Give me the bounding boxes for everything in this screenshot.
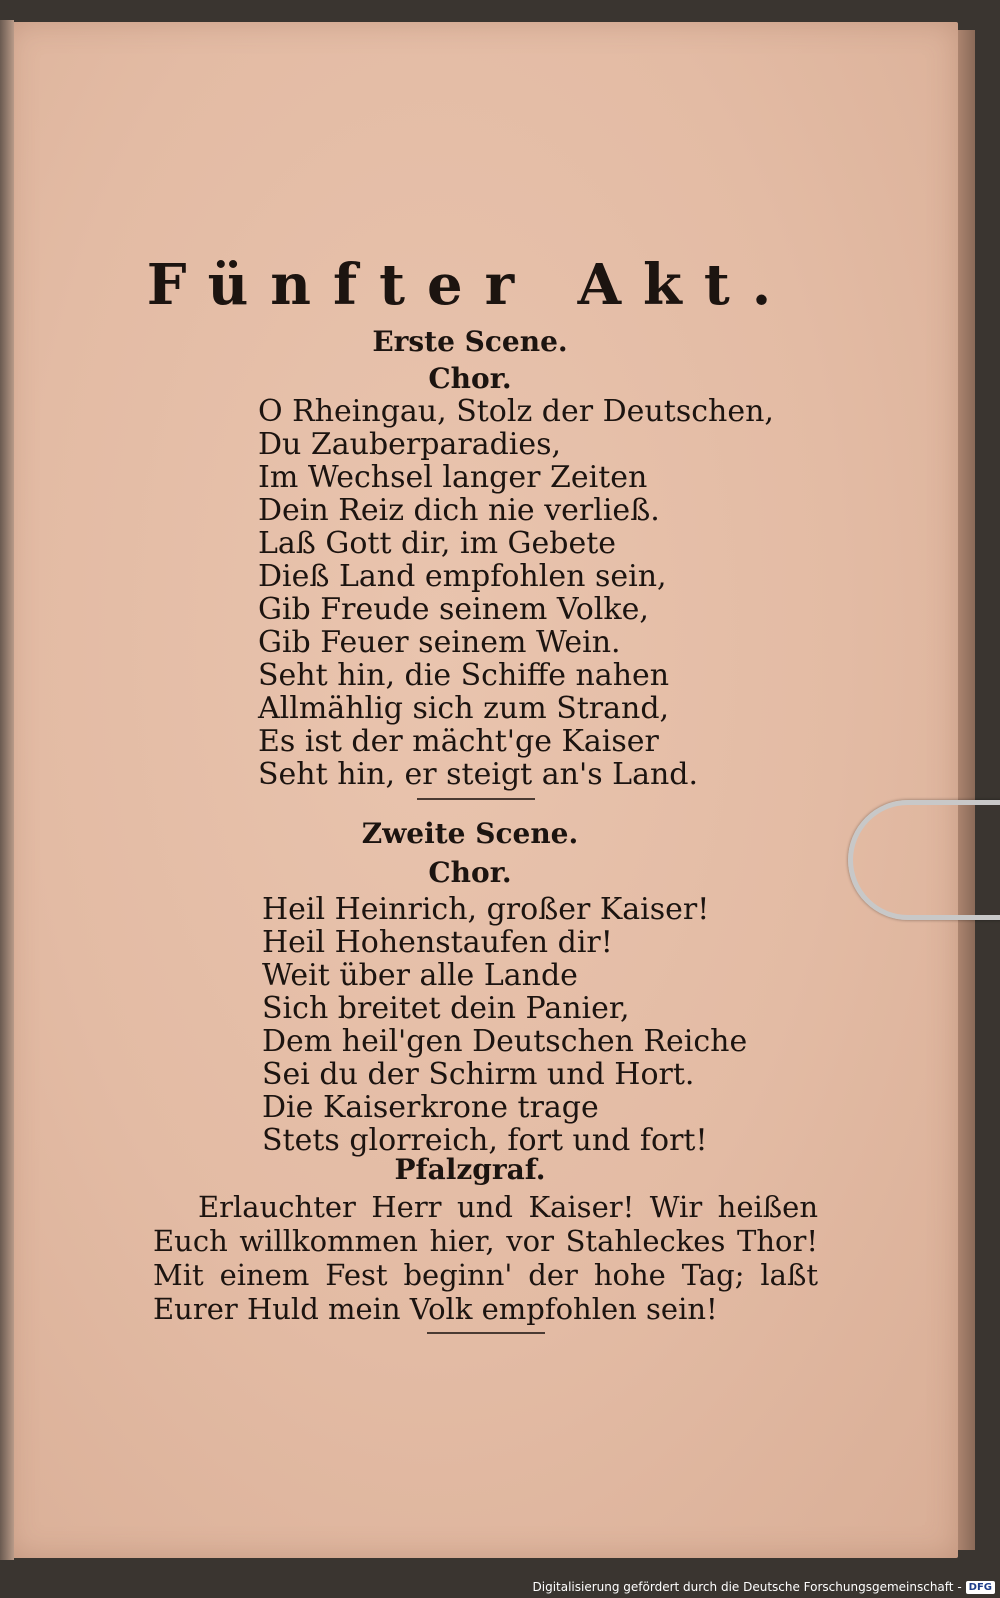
section-divider (427, 1332, 545, 1334)
scene-1-speaker: Chor. (428, 362, 512, 395)
verse-line: Gib Feuer seinem Wein. (258, 625, 621, 660)
verse-line: Dein Reiz dich nie verließ. (258, 493, 660, 528)
verse-line: Sich breitet dein Panier, (262, 991, 630, 1026)
verse-line: Es ist der mächt'ge Kaiser (258, 724, 659, 759)
dfg-logo: DFG (966, 1581, 995, 1594)
verse-line: Sei du der Schirm und Hort. (262, 1057, 695, 1092)
verse-line: Seht hin, er steigt an's Land. (258, 757, 699, 792)
verse-line: Allmählig sich zum Strand, (258, 691, 670, 726)
verse-line: Stets glorreich, fort und fort! (262, 1123, 708, 1158)
footer-credit (520, 1578, 995, 1596)
speaker-pfalzgraf: Pfalzgraf. (394, 1153, 546, 1186)
verse-line: Im Wechsel langer Zeiten (258, 460, 648, 495)
verse-line: Weit über alle Lande (262, 958, 578, 993)
verse-line: Dem heil'gen Deutschen Reiche (262, 1024, 748, 1059)
verse-line: Die Kaiserkrone trage (262, 1090, 599, 1125)
scene-2-heading: Zweite Scene. (361, 817, 579, 850)
paper-clip (848, 800, 1000, 920)
verse-line: Dieß Land empfohlen sein, (258, 559, 667, 594)
verse-line: Heil Heinrich, großer Kaiser! (262, 892, 710, 927)
verse-line: Du Zauberparadies, (258, 427, 562, 462)
scene-1-heading: Erste Scene. (372, 325, 568, 358)
footer-text: Digitalisierung gefördert durch die Deutsche Forschungsgemeinschaft - (532, 1580, 962, 1594)
section-divider (417, 798, 535, 800)
pfalzgraf-speech: Erlauchter Herr und Kaiser! Wir heißen Euch willkommen hier, vor Stahleckes Thor! Mit einem Fest beginn' der hohe Tag; laßt Eurer Huld mein Volk empfohlen sein! (153, 1190, 818, 1326)
verse-line: O Rheingau, Stolz der Deutschen, (258, 394, 774, 429)
verse-line: Laß Gott dir, im Gebete (258, 526, 617, 561)
verse-line: Seht hin, die Schiffe nahen (258, 658, 670, 693)
scene-1-verse (258, 395, 774, 791)
verse-line: Heil Hohenstaufen dir! (262, 925, 613, 960)
verse-line: Gib Freude seinem Volke, (258, 592, 649, 627)
scene-2-verse (262, 893, 747, 1157)
scene-2-speaker: Chor. (428, 856, 512, 889)
act-title: Fünfter Akt. (146, 252, 794, 318)
